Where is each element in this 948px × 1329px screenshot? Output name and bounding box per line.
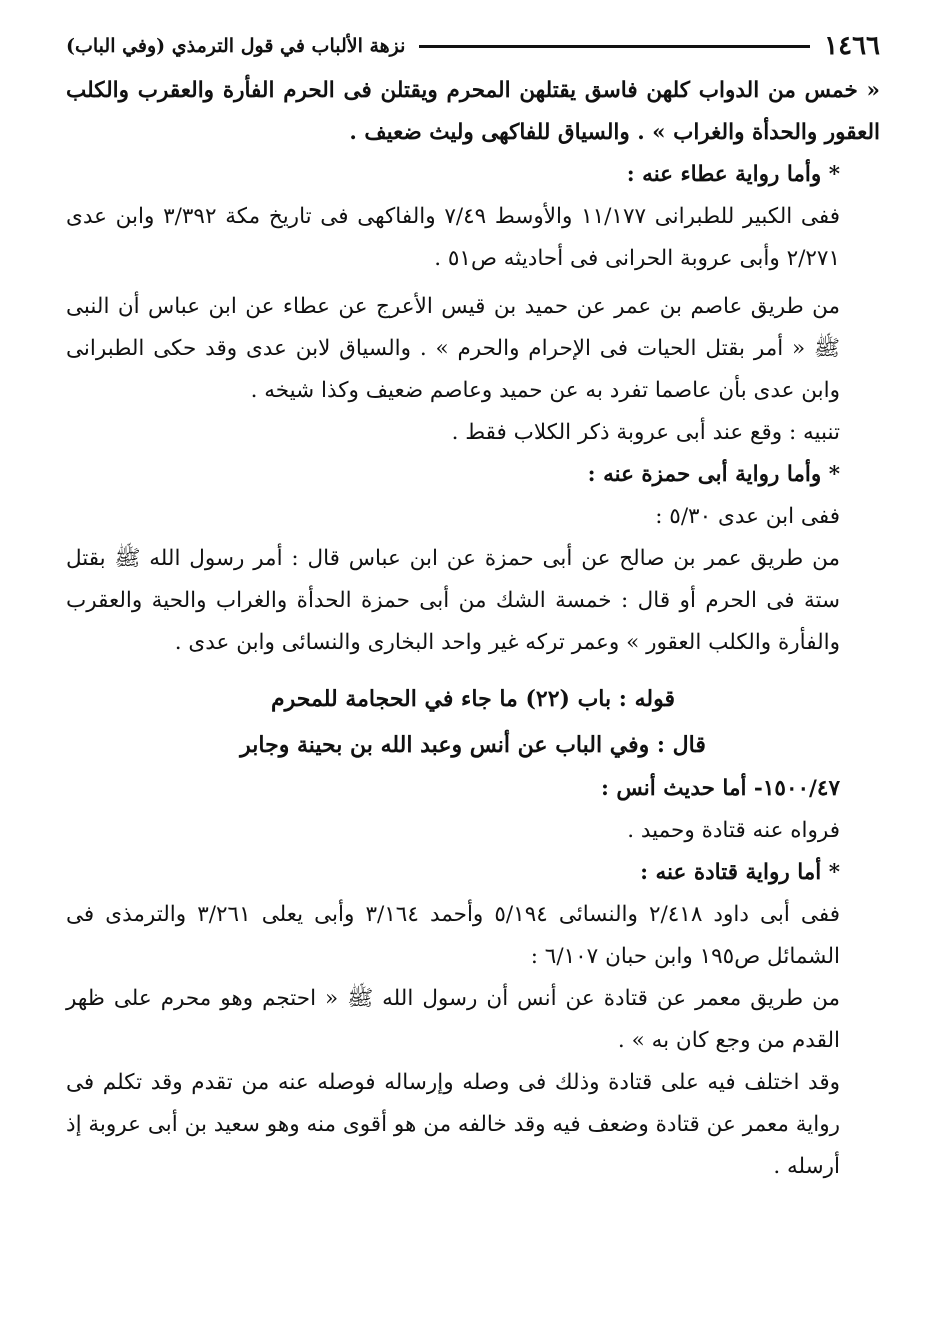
section-qatada-narration: * أما رواية قتادة عنه : <box>640 860 840 885</box>
isnad-qatada: من طريق معمر عن قتادة عن أنس أن رسول الله ﷺ « احتجم وهو محرم على ظهر القدم من وجع كان به » . <box>66 986 840 1053</box>
hadith-text-continued: « خمس من الدواب كلهن فاسق يقتلهن المحرم ويقتلن فى الحرم الفأرة والعقرب والكلب العقور والحدأة والغراب » . والسياق للفاكهى وليث ضعيف . <box>66 78 880 145</box>
header-rule <box>419 45 810 48</box>
chapter-subheading: قال : وفي الباب عن أنس وعبد الله بن بحينة وجابر <box>240 732 706 758</box>
isnad-abu-hamza: من طريق عمر بن صالح عن أبى حمزة عن ابن عباس قال : أمر رسول الله ﷺ بقتل ستة فى الحرم أو قال : خمسة الشك من أبى حمزة الحدأة والغراب والحية والعقرب والفأرة والكلب العقور » وعمر تركه غير واحد البخارى والنسائى وابن عدى . <box>66 546 840 655</box>
section-ata-narration: * وأما رواية عطاء عنه : <box>626 162 840 187</box>
book-title: نزهة الألباب في قول الترمذي (وفي الباب) <box>66 35 406 57</box>
running-header <box>66 26 880 66</box>
sources-qatada: ففى أبى داود ٢/٤١٨ والنسائى ٥/١٩٤ وأحمد ٣/١٦٤ وأبى يعلى ٣/٢٦١ والترمذى فى الشمائل ص١٩٥ وابن حبان ٦/١٠٧ : <box>66 902 840 969</box>
discussion-qatada: وقد اختلف فيه على قتادة وذلك فى وصله وإرساله فوصله عنه من تقدم وقد تكلم فى رواية معمر عن قتادة وضعف فيه وقد خالفه من هو أقوى منه وهو سعيد بن أبى عروبة إذ أرسله . <box>66 1070 840 1179</box>
note-abu-aruba: تنبيه : وقع عند أبى عروبة ذكر الكلاب فقط . <box>451 420 840 445</box>
sources-abu-hamza: ففى ابن عدى ٥/٣٠ : <box>655 504 840 529</box>
chapter-heading: قوله : باب (٢٢) ما جاء في الحجامة للمحرم <box>271 686 675 712</box>
narrators-anas: فرواه عنه قتادة وحميد . <box>627 818 840 843</box>
hadith-number-anas: ١٥٠٠/٤٧- أما حديث أنس : <box>600 776 840 801</box>
page-body <box>66 70 880 1188</box>
section-abu-hamza-narration: * وأما رواية أبى حمزة عنه : <box>587 462 840 487</box>
sources-ata: ففى الكبير للطبرانى ١١/١٧٧ والأوسط ٧/٤٩ والفاكهى فى تاريخ مكة ٣/٣٩٢ وابن عدى ٢/٢٧١ وأبى عروبة الحرانى فى أحاديثه ص٥١ . <box>66 204 841 271</box>
isnad-ata: من طريق عاصم بن عمر عن حميد بن قيس الأعرج عن عطاء عن ابن عباس أن النبى ﷺ « أمر بقتل الحيات فى الإحرام والحرم » . والسياق لابن عدى وقد حكى الطبرانى وابن عدى بأن عاصما تفرد به عن حميد وعاصم ضعيف وكذا شيخه . <box>66 294 840 403</box>
page-number: ١٤٦٦ <box>824 31 880 61</box>
